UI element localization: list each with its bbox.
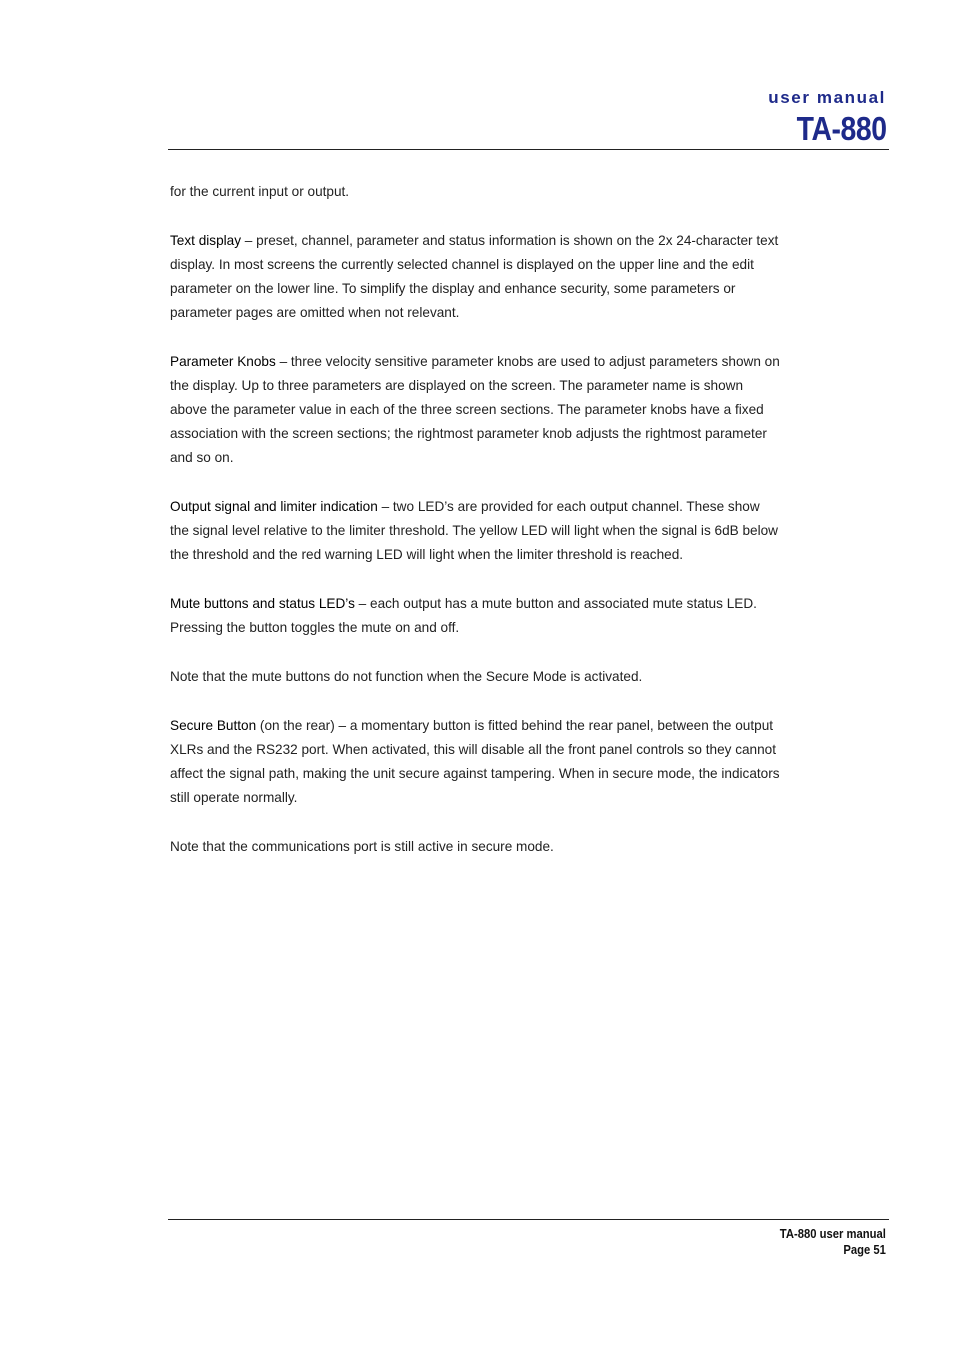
paragraph-term: Output signal and limiter indication	[170, 499, 378, 514]
paragraph-comms-note	[170, 835, 780, 859]
paragraph-secure-button	[170, 714, 780, 810]
footer-rule	[168, 1219, 889, 1220]
paragraph-text: – each output has a mute button and associated mute status LED. Pressing the button toggles the mute on and off.	[170, 596, 757, 635]
paragraph-text-display	[170, 229, 780, 325]
page-number: Page 51	[843, 1243, 886, 1257]
paragraph-text: – three velocity sensitive parameter knobs are used to adjust parameters shown on the display. Up to three parameters are displayed on the screen. The parameter name is shown above the parameter value in each of the three screen sections. The parameter knobs have a fixed association with the screen sections; the rightmost parameter knob adjusts the rightmost parameter and so on.	[170, 354, 780, 465]
paragraph-continuation	[170, 180, 780, 204]
header-subtitle: user manual	[768, 88, 886, 107]
paragraph-text: – preset, channel, parameter and status information is shown on the 2x 24-character text display. In most screens the currently selected channel is displayed on the upper line and the edit parameter on the lower line. To simplify the display and enhance security, some parameters or parameter pages are omitted when not relevant.	[170, 233, 779, 320]
paragraph-mute-note	[170, 665, 780, 689]
page-footer	[780, 1226, 886, 1258]
paragraph-text: for the current input or output.	[170, 184, 350, 199]
paragraph-parameter-knobs	[170, 350, 780, 470]
paragraph-text: (on the rear) – a momentary button is fitted behind the rear panel, between the output XLRs and the RS232 port. When activated, this will disable all the front panel controls so they cannot affect the signal path, making the unit secure against tampering. When in secure mode, the indicators still operate normally.	[170, 718, 780, 805]
paragraph-term: Parameter Knobs	[170, 354, 276, 369]
footer-manual-name: TA-880 user manual	[779, 1227, 886, 1241]
paragraph-term: Secure Button	[170, 718, 257, 733]
paragraph-term: Text display	[170, 233, 242, 248]
body-content	[170, 180, 780, 884]
paragraph-mute-buttons	[170, 592, 780, 640]
paragraph-text: Note that the mute buttons do not function when the Secure Mode is activated.	[170, 669, 643, 684]
paragraph-text: – two LED’s are provided for each output channel. These show the signal level relative to the limiter threshold. The yellow LED will light when the signal is 6dB below the threshold and the red warning LED will light when the limiter threshold is reached.	[170, 499, 779, 562]
header-rule	[168, 149, 889, 150]
paragraph-term: Mute buttons and status LED’s	[170, 596, 355, 611]
paragraph-output-signal	[170, 495, 780, 567]
document-title: TA-880	[797, 110, 887, 147]
paragraph-text: Note that the communications port is still active in secure mode.	[170, 839, 554, 854]
